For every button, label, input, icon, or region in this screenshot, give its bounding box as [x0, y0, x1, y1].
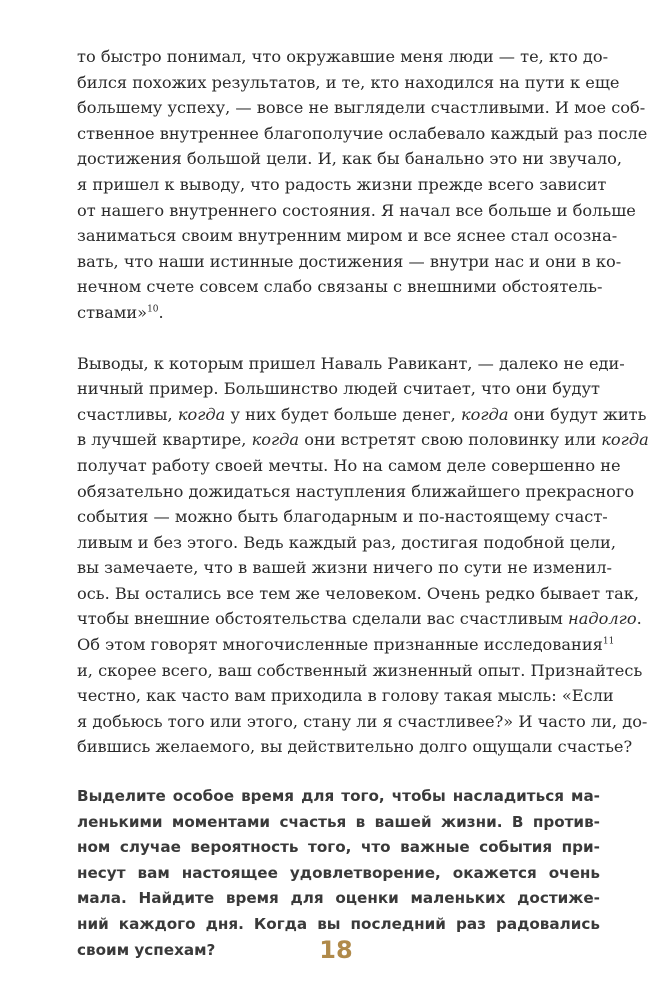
text-line	[77, 632, 615, 658]
text-line: я пришел к выводу, что радость жизни прежде всего зависит	[77, 174, 607, 194]
text-line: ственное внутреннее благополучие ослабевало каждый раз после	[77, 123, 648, 143]
text-line: заниматься своим внутренним миром и все яснее стал осозна-	[77, 226, 618, 246]
callout-line: Выделите особое время для того, чтобы насладиться ма-	[77, 787, 600, 806]
text-line: ось. Вы остались все тем же человеком. Очень редко бывает так,	[77, 583, 640, 603]
emphasis: когда	[251, 430, 300, 450]
text-fragment: счастливы,	[77, 404, 178, 424]
text-line: ствами»$^{10}$.	[77, 302, 164, 322]
paragraph-body	[77, 351, 649, 761]
paragraph-quote-end	[77, 44, 648, 326]
emphasis: когда	[601, 430, 649, 450]
callout-line: ленькими моментами счастья в вашей жизни. В против-	[77, 812, 600, 831]
text-fragment: в лучшей квартире,	[77, 430, 252, 450]
text-line: события — можно быть благодарным и по-настоящему счаст-	[77, 507, 608, 527]
callout-line: ний каждого дня. Когда вы последний раз радовались	[77, 915, 600, 933]
text-line: бившись желаемого, вы действительно долго ощущали счастье?	[77, 737, 633, 757]
page-number: 18	[319, 936, 353, 964]
page-content	[77, 44, 649, 963]
text-fragment: ствами»	[77, 302, 148, 322]
text-fragment: чтобы внешние обстоятельства сделали вас счастливым	[77, 609, 569, 629]
text-line: обязательно дожидаться наступления ближайшего прекрасного	[77, 481, 635, 501]
text-line: достижения большой цели. И, как бы банально это ни звучало,	[77, 149, 623, 169]
text-line	[77, 402, 647, 428]
callout-line: ном случае вероятность того, что важные события при-	[77, 838, 600, 857]
footnote-ref[interactable]: 11	[602, 636, 615, 647]
text-line: Выводы, к которым пришел Наваль Равикант, — далеко не еди-	[77, 353, 625, 373]
footnote-ref[interactable]: 10	[147, 304, 159, 315]
text-fragment: у них будет больше денег,	[225, 404, 461, 424]
text-line	[77, 606, 642, 632]
text-line: вы замечаете, что в вашей жизни ничего по сути не изменил-	[77, 558, 612, 578]
text-line: и, скорее всего, ваш собственный жизненный опыт. Признайтесь	[77, 660, 643, 680]
callout-line: своим успехам?	[77, 940, 216, 959]
callout-line: мала. Найдите время для оценки маленьких достиже-	[77, 889, 600, 908]
text-line: ливым и без этого. Ведь каждый раз, достигая подобной цели,	[77, 532, 616, 552]
text-line: ничный пример. Большинство людей считает, что они будут	[77, 379, 600, 399]
text-fragment: .	[636, 609, 642, 629]
text-line: вать, что наши истинные достижения — внутри нас и они в ко-	[77, 251, 622, 271]
text-line: то быстро понимал, что окружавшие меня люди — те, кто до-	[77, 47, 609, 66]
text-line: большему успеху, — вовсе не выглядели счастливыми. И мое соб-	[77, 98, 646, 118]
emphasis: когда	[177, 404, 226, 424]
text-line: бился похожих результатов, и те, кто находился на пути к еще	[77, 72, 620, 92]
text-line: получат работу своей мечты. Но на самом деле совершенно не	[77, 455, 621, 475]
text-line	[77, 427, 649, 453]
callout-line: несут вам настоящее удовлетворение, окажется очень	[77, 863, 600, 882]
emphasis: надолго	[568, 609, 637, 629]
text-line: честно, как часто вам приходила в голову такая мысль: «Если	[77, 686, 614, 706]
text-fragment: Об этом говорят многочисленные признанные исследования	[77, 635, 603, 655]
text-line: нечном счете совсем слабо связаны с внешними обстоятель-	[77, 277, 603, 297]
text-line: я добьюсь того или этого, стану ли я счастливее?» И часто ли, до-	[77, 711, 648, 731]
text-line: от нашего внутреннего состояния. Я начал все больше и больше	[77, 200, 636, 220]
text-fragment: они будут жить	[508, 404, 647, 424]
emphasis: когда	[460, 404, 509, 424]
text-fragment: они встретят свою половинку или	[299, 430, 602, 450]
